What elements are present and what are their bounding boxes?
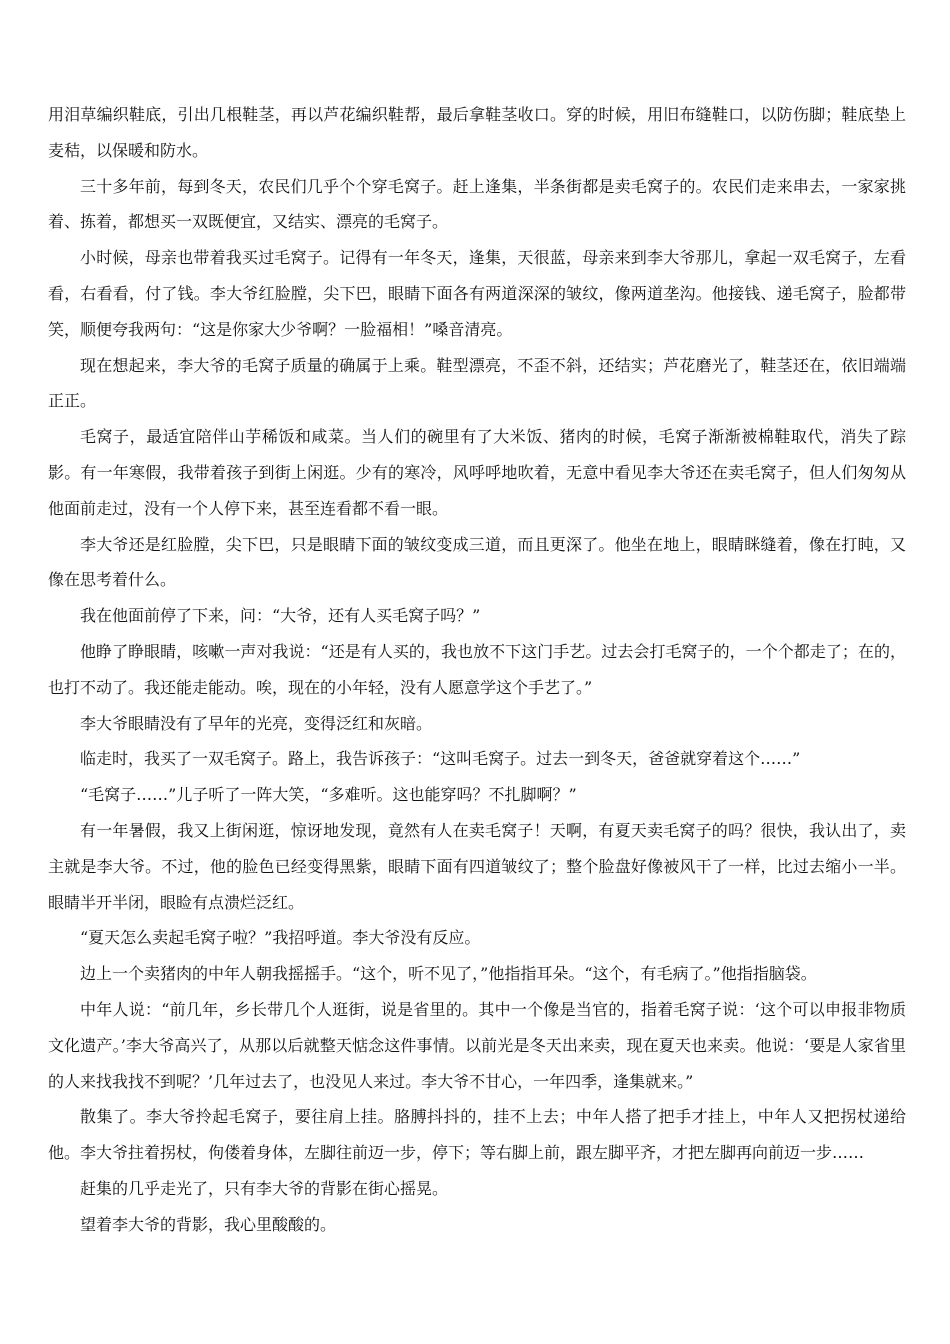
paragraph: “夏天怎么卖起毛窝子啦？”我招呼道。李大爷没有反应。 bbox=[80, 928, 481, 948]
paragraph: 他睁了睁眼睛，咳嗽一声对我说：“还是有人买的，我也放不下这门手艺。过去会打毛窝子的，一个个都走了；在的，也打不动了。我还能走能动。唉，现在的小年轻，没有人愿意学这个手艺了。” bbox=[48, 641, 906, 697]
paragraph: “毛窝子……”儿子听了一阵大笑，“多难听。这也能穿吗？不扎脚啊？” bbox=[80, 785, 577, 805]
paragraph: 临走时，我买了一双毛窝子。路上，我告诉孩子：“这叫毛窝子。过去一到冬天，爸爸就穿着这个……” bbox=[80, 749, 801, 769]
paragraph: 有一年暑假，我又上街闲逛，惊讶地发现，竟然有人在卖毛窝子！天啊，有夏天卖毛窝子的吗？很快，我认出了，卖主就是李大爷。不过，他的脸色已经变得黑紫，眼睛下面有四道皱纹了；整个脸盘好像被风干了一样，比过去缩小一半。眼睛半开半闭，眼睑有点溃烂泛红。 bbox=[48, 820, 906, 912]
paragraph: 望着李大爷的背影，我心里酸酸的。 bbox=[80, 1214, 337, 1234]
paragraph: 中年人说：“前几年，乡长带几个人逛街，说是省里的。其中一个像是当官的，指着毛窝子说：‘这个可以申报非物质文化遗产。’李大爷高兴了，从那以后就整天惦念这件事情。以前光是冬天出来卖，现在夏天也来卖。他说：‘要是人家省里的人来找我找不到呢？’几年过去了，也没见人来过。李大爷不甘心，一年四季，逢集就来。” bbox=[48, 999, 906, 1091]
paragraph-continued: 用泪草编织鞋底，引出几根鞋茎，再以芦花编织鞋帮，最后拿鞋茎收口。穿的时候，用旧布缝鞋口，以防伤脚；鞋底垫上麦秸，以保暖和防水。 bbox=[48, 105, 906, 160]
paragraph: 小时候，母亲也带着我买过毛窝子。记得有一年冬天，逢集，天很蓝，母亲来到李大爷那儿，拿起一双毛窝子，左看看，右看看，付了钱。李大爷红脸膛，尖下巴，眼睛下面各有两道深深的皱纹，像两道垄沟。他接钱、递毛窝子，脸都带笑，顺便夸我两句：“这是你家大少爷啊？一脸福相！”嗓音清亮。 bbox=[48, 248, 906, 339]
paragraph: 现在想起来，李大爷的毛窝子质量的确属于上乘。鞋型漂亮，不歪不斜，还结实；芦花磨光了，鞋茎还在，依旧端端正正。 bbox=[48, 355, 906, 411]
paragraph: 李大爷还是红脸膛，尖下巴，只是眼睛下面的皱纹变成三道，而且更深了。他坐在地上，眼睛眯缝着，像在打盹，又像在思考着什么。 bbox=[48, 534, 906, 590]
paragraph: 我在他面前停了下来，问：“大爷，还有人买毛窝子吗？” bbox=[80, 606, 481, 626]
paragraph: 毛窝子，最适宜陪伴山芋稀饭和咸菜。当人们的碗里有了大米饭、猪肉的时候，毛窝子渐渐被棉鞋取代，消失了踪影。有一年寒假，我带着孩子到街上闲逛。少有的寒冷，风呼呼地吹着，无意中看见李大爷还在卖毛窝子，但人们匆匆从他面前走过，没有一个人停下来，甚至连看都不看一眼。 bbox=[48, 427, 906, 518]
article-body bbox=[48, 97, 906, 1243]
paragraph: 李大爷眼睛没有了早年的光亮，变得泛红和灰暗。 bbox=[80, 713, 433, 733]
paragraph: 三十多年前，每到冬天，农民们几乎个个穿毛窝子。赶上逢集，半条街都是卖毛窝子的。农民们走来串去，一家家挑着、拣着，都想买一双既便宜，又结实、漂亮的毛窝子。 bbox=[48, 176, 906, 232]
paragraph: 边上一个卖猪肉的中年人朝我摇摇手。“这个，听不见了，”他指指耳朵。“这个，有毛病了。”他指指脑袋。 bbox=[80, 964, 817, 984]
paragraph: 赶集的几乎走光了，只有李大爷的背影在街心摇晃。 bbox=[80, 1178, 449, 1198]
paragraph: 散集了。李大爷拎起毛窝子，要往肩上挂。胳膊抖抖的，挂不上去；中年人搭了把手才挂上，中年人又把拐杖递给他。李大爷拄着拐杖，佝偻着身体，左脚往前迈一步，停下；等右脚上前，跟左脚平齐，才把左脚再向前迈一步…… bbox=[48, 1107, 906, 1163]
